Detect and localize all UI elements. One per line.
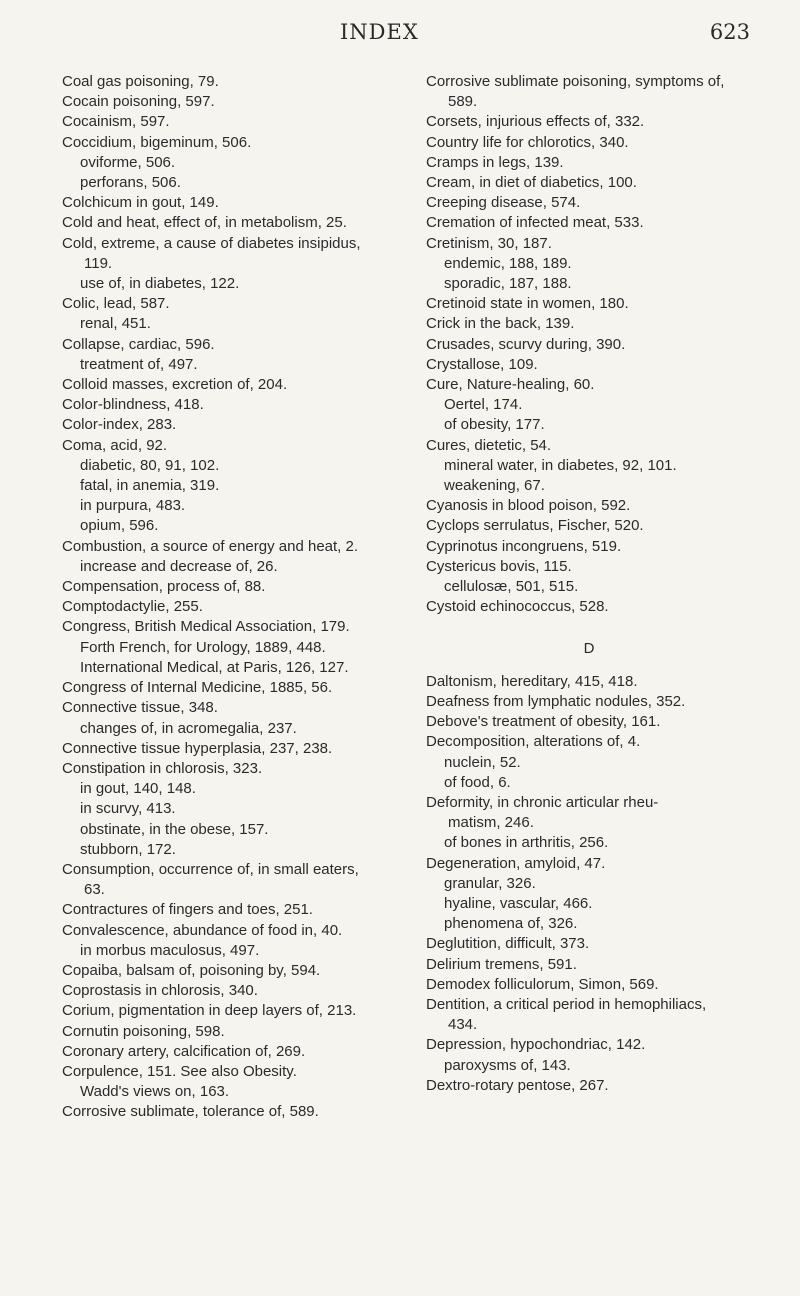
index-subentry: of obesity, 177. (444, 416, 545, 434)
index-subentry: in gout, 140, 148. (80, 780, 196, 798)
index-entry: Crystallose, 109. (426, 355, 538, 373)
index-entry: Cyclops serrulatus, Fischer, 520. (426, 517, 644, 535)
index-entry: Cystoid echinococcus, 528. (426, 598, 609, 616)
index-entry: Color-index, 283. (62, 416, 177, 434)
index-entry: Corrosive sublimate poisoning, symptoms of, (426, 73, 725, 90)
index-entry: Cold and heat, effect of, in metabolism, 25. (62, 214, 347, 232)
index-entry: Cornutin poisoning, 598. (62, 1022, 225, 1040)
index-entry: Cocain poisoning, 597. (62, 93, 215, 111)
index-column-right (426, 72, 752, 1096)
index-entry: Coma, acid, 92. (62, 436, 168, 454)
index-entry-continuation: 434. (448, 1016, 478, 1034)
index-subentry: fatal, in anemia, 319. (80, 477, 220, 495)
index-entry: Creeping disease, 574. (426, 194, 581, 212)
index-entry: Debove's treatment of obesity, 161. (426, 713, 661, 731)
index-subentry: in purpura, 483. (80, 497, 186, 515)
index-entry: Constipation in chlorosis, 323. (62, 759, 263, 777)
index-entry-continuation: 589. (448, 93, 478, 111)
index-entry-continuation: 119. (84, 254, 113, 272)
index-entry: Connective tissue, 348. (62, 699, 218, 717)
index-subentry: in morbus maculosus, 497. (80, 941, 260, 959)
index-entry: Country life for chlorotics, 340. (426, 133, 629, 151)
index-entry: Copaiba, balsam of, poisoning by, 594. (62, 961, 321, 979)
index-entry: Cremation of infected meat, 533. (426, 214, 644, 232)
index-column-left (62, 72, 382, 1123)
index-entry: Cretinism, 30, 187. (426, 234, 552, 252)
index-subentry: increase and decrease of, 26. (80, 557, 278, 575)
index-subentry: perforans, 506. (80, 174, 181, 192)
index-entry: Cyanosis in blood poison, 592. (426, 497, 631, 515)
index-subentry: paroxysms of, 143. (444, 1056, 571, 1074)
index-subentry: changes of, in acromegalia, 237. (80, 719, 297, 737)
index-entry: Colic, lead, 587. (62, 295, 170, 313)
index-entry: Cold, extreme, a cause of diabetes insipidus, (62, 234, 361, 252)
index-entry: Corsets, injurious effects of, 332. (426, 113, 645, 131)
index-entry: Dentition, a critical period in hemophiliacs, (426, 995, 707, 1013)
section-letter-heading: D (583, 640, 595, 658)
index-entry: Comptodactylie, 255. (62, 598, 203, 616)
index-entry: Coprostasis in chlorosis, 340. (62, 982, 258, 1000)
index-entry: Decomposition, alterations of, 4. (426, 733, 641, 751)
index-subentry: sporadic, 187, 188. (444, 275, 572, 293)
index-subentry: oviforme, 506. (80, 153, 176, 171)
index-entry: Crick in the back, 139. (426, 315, 575, 333)
index-entry-continuation: matism, 246. (448, 814, 534, 832)
page-header (0, 20, 800, 50)
index-subentry: obstinate, in the obese, 157. (80, 820, 269, 838)
index-entry-continuation: 63. (84, 881, 105, 899)
index-entry: Color-blindness, 418. (62, 396, 204, 414)
index-entry: Connective tissue hyperplasia, 237, 238. (62, 739, 333, 757)
index-entry: Demodex folliculorum, Simon, 569. (426, 975, 659, 993)
index-subentry: diabetic, 80, 91, 102. (80, 456, 220, 474)
index-subentry: hyaline, vascular, 466. (444, 894, 593, 912)
index-subentry: endemic, 188, 189. (444, 254, 572, 272)
index-subentry: Oertel, 174. (444, 396, 523, 414)
index-entry: Coccidium, bigeminum, 506. (62, 133, 252, 151)
index-subentry: granular, 326. (444, 874, 536, 892)
index-subentry: treatment of, 497. (80, 355, 198, 373)
index-entry: Degeneration, amyloid, 47. (426, 854, 606, 872)
index-subentry: opium, 596. (80, 517, 159, 535)
index-entry: Compensation, process of, 88. (62, 578, 266, 596)
index-entry: Cure, Nature-healing, 60. (426, 376, 595, 394)
index-entry: Collapse, cardiac, 596. (62, 335, 215, 353)
index-entry: Delirium tremens, 591. (426, 955, 577, 973)
index-entry: Dextro-rotary pentose, 267. (426, 1076, 609, 1094)
index-entry: Depression, hypochondriac, 142. (426, 1036, 646, 1054)
index-subentry: of food, 6. (444, 773, 511, 791)
index-subentry: of bones in arthritis, 256. (444, 834, 609, 852)
index-subentry: renal, 451. (80, 315, 151, 333)
index-entry: Coal gas poisoning, 79. (62, 73, 219, 90)
index-entry: Cyprinotus incongruens, 519. (426, 537, 622, 555)
index-subentry: stubborn, 172. (80, 840, 176, 858)
index-entry: Deafness from lymphatic nodules, 352. (426, 692, 686, 710)
index-subentry: Wadd's views on, 163. (80, 1083, 230, 1101)
index-entry: Cramps in legs, 139. (426, 153, 564, 171)
index-subentry: Forth French, for Urology, 1889, 448. (80, 638, 326, 656)
index-subentry: phenomena of, 326. (444, 915, 578, 933)
index-entry: Colchicum in gout, 149. (62, 194, 219, 212)
index-subentry: International Medical, at Paris, 126, 127. (80, 658, 349, 676)
index-subentry: in scurvy, 413. (80, 800, 176, 818)
index-entry: Cocainism, 597. (62, 113, 170, 131)
index-subentry: mineral water, in diabetes, 92, 101. (444, 456, 677, 474)
index-entry: Daltonism, hereditary, 415, 418. (426, 672, 638, 690)
index-subentry: use of, in diabetes, 122. (80, 275, 240, 293)
index-entry: Corrosive sublimate, tolerance of, 589. (62, 1103, 319, 1121)
index-entry: Cures, dietetic, 54. (426, 436, 552, 454)
index-entry: Corpulence, 151. See also Obesity. (62, 1062, 297, 1080)
index-entry: Corium, pigmentation in deep layers of, 213. (62, 1002, 357, 1020)
index-subentry: nuclein, 52. (444, 753, 521, 771)
index-entry: Consumption, occurrence of, in small eaters, (62, 860, 359, 878)
index-entry: Cretinoid state in women, 180. (426, 295, 629, 313)
index-entry: Deformity, in chronic articular rheu- (426, 793, 659, 811)
index-entry: Cream, in diet of diabetics, 100. (426, 174, 637, 192)
index-entry: Coronary artery, calcification of, 269. (62, 1042, 306, 1060)
index-entry: Congress of Internal Medicine, 1885, 56. (62, 679, 333, 697)
index-subentry: weakening, 67. (444, 477, 545, 495)
index-entry: Congress, British Medical Association, 179. (62, 618, 350, 636)
index-entry: Convalescence, abundance of food in, 40. (62, 921, 343, 939)
page-title: INDEX (340, 20, 419, 44)
index-entry: Cystericus bovis, 115. (426, 557, 572, 575)
index-entry: Contractures of fingers and toes, 251. (62, 901, 313, 919)
index-entry: Colloid masses, excretion of, 204. (62, 376, 288, 394)
index-subentry: cellulosæ, 501, 515. (444, 578, 579, 596)
index-entry: Combustion, a source of energy and heat, 2. (62, 537, 359, 555)
page-number: 623 (709, 20, 750, 44)
index-entry: Crusades, scurvy during, 390. (426, 335, 626, 353)
index-entry: Deglutition, difficult, 373. (426, 935, 590, 953)
